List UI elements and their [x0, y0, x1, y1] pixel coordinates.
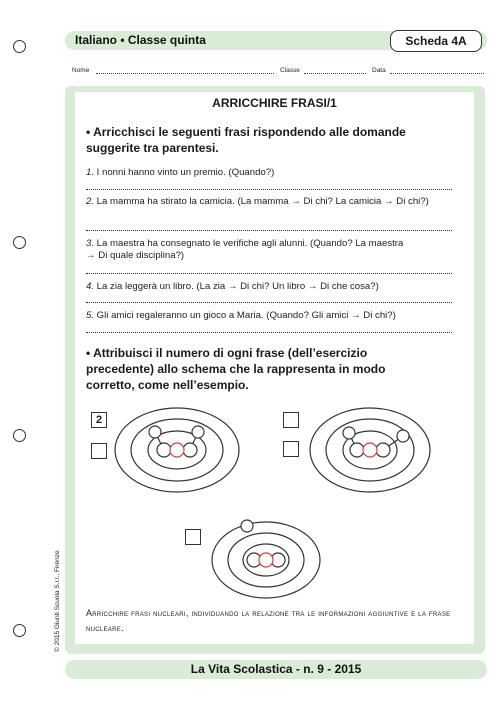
learning-goal: Arricchire frasi nucleari, individuando la relazione tra le informazioni aggiuntive e la frase nucleare. — [86, 608, 451, 633]
sentence-schema-diagram — [210, 512, 322, 600]
sentence-3 — [86, 238, 404, 262]
binder-hole — [13, 624, 26, 637]
sentence-number: 2. — [86, 196, 95, 207]
answer-line[interactable] — [86, 189, 452, 190]
subject-title: Italiano • Classe quinta — [75, 33, 206, 47]
sentence-text: La maestra ha consegnato le verifiche agli alunni. (Quando? La maestra → Di quale disciplina?) — [86, 238, 404, 261]
binder-hole — [13, 236, 26, 249]
sentence-text: I nonni hanno vinto un premio. (Quando?) — [94, 167, 275, 178]
sentence-schema-diagram — [305, 404, 445, 496]
sentence-text: La mamma ha stirato la camicia. (La mamma → Di chi? La camicia → Di chi?) — [94, 196, 429, 207]
instruction-1: • Arricchisci le seguenti frasi rispondendo alle domande suggerite tra parentesi. — [86, 125, 406, 155]
answer-checkbox[interactable] — [283, 441, 299, 457]
classe-label: Classe — [280, 67, 300, 74]
footer-bar: La Vita Scolastica - n. 9 - 2015 — [65, 660, 487, 679]
answer-line[interactable] — [86, 302, 452, 303]
sentence-text: La zia leggerà un libro. (La zia → Di chi? Un libro → Di che cosa?) — [94, 281, 379, 292]
answer-checkbox[interactable] — [283, 412, 299, 428]
sentence-2 — [86, 196, 448, 208]
answer-checkbox[interactable] — [185, 529, 201, 545]
scheda-label: Scheda 4A — [390, 30, 482, 52]
worksheet-title: ARRICCHIRE FRASI/1 — [212, 96, 337, 110]
sentence-number: 3. — [86, 238, 95, 249]
binder-hole — [13, 429, 26, 442]
sentence-text: Gli amici regaleranno un gioco a Maria. (Quando? Gli amici → Di chi?) — [94, 310, 396, 321]
data-label: Data — [372, 67, 386, 74]
copyright-notice: © 2015 Giunti Scuola S.r.l., Firenze — [54, 550, 61, 652]
nome-label: Nome — [72, 67, 90, 74]
sentence-number: 4. — [86, 281, 95, 292]
answer-line[interactable] — [86, 332, 452, 333]
sentence-number: 1. — [86, 167, 95, 178]
sentence-schema-diagram — [112, 404, 262, 496]
answer-line[interactable] — [86, 230, 452, 231]
answer-line[interactable] — [86, 273, 452, 274]
sentence-4 — [86, 281, 458, 293]
sentence-5 — [86, 310, 458, 322]
example-checkbox[interactable]: 2 — [91, 412, 107, 428]
nome-field[interactable] — [96, 72, 274, 74]
answer-checkbox[interactable] — [91, 443, 107, 459]
instruction-2: • Attribuisci il numero di ogni frase (dell’esercizio precedente) allo schema che la rappresenta in modo corretto, come nell’esempio. — [86, 346, 386, 392]
sentence-1 — [86, 167, 458, 179]
classe-field[interactable] — [304, 72, 366, 74]
data-field[interactable] — [390, 72, 484, 74]
binder-hole — [13, 40, 26, 53]
sentence-number: 5. — [86, 310, 95, 321]
